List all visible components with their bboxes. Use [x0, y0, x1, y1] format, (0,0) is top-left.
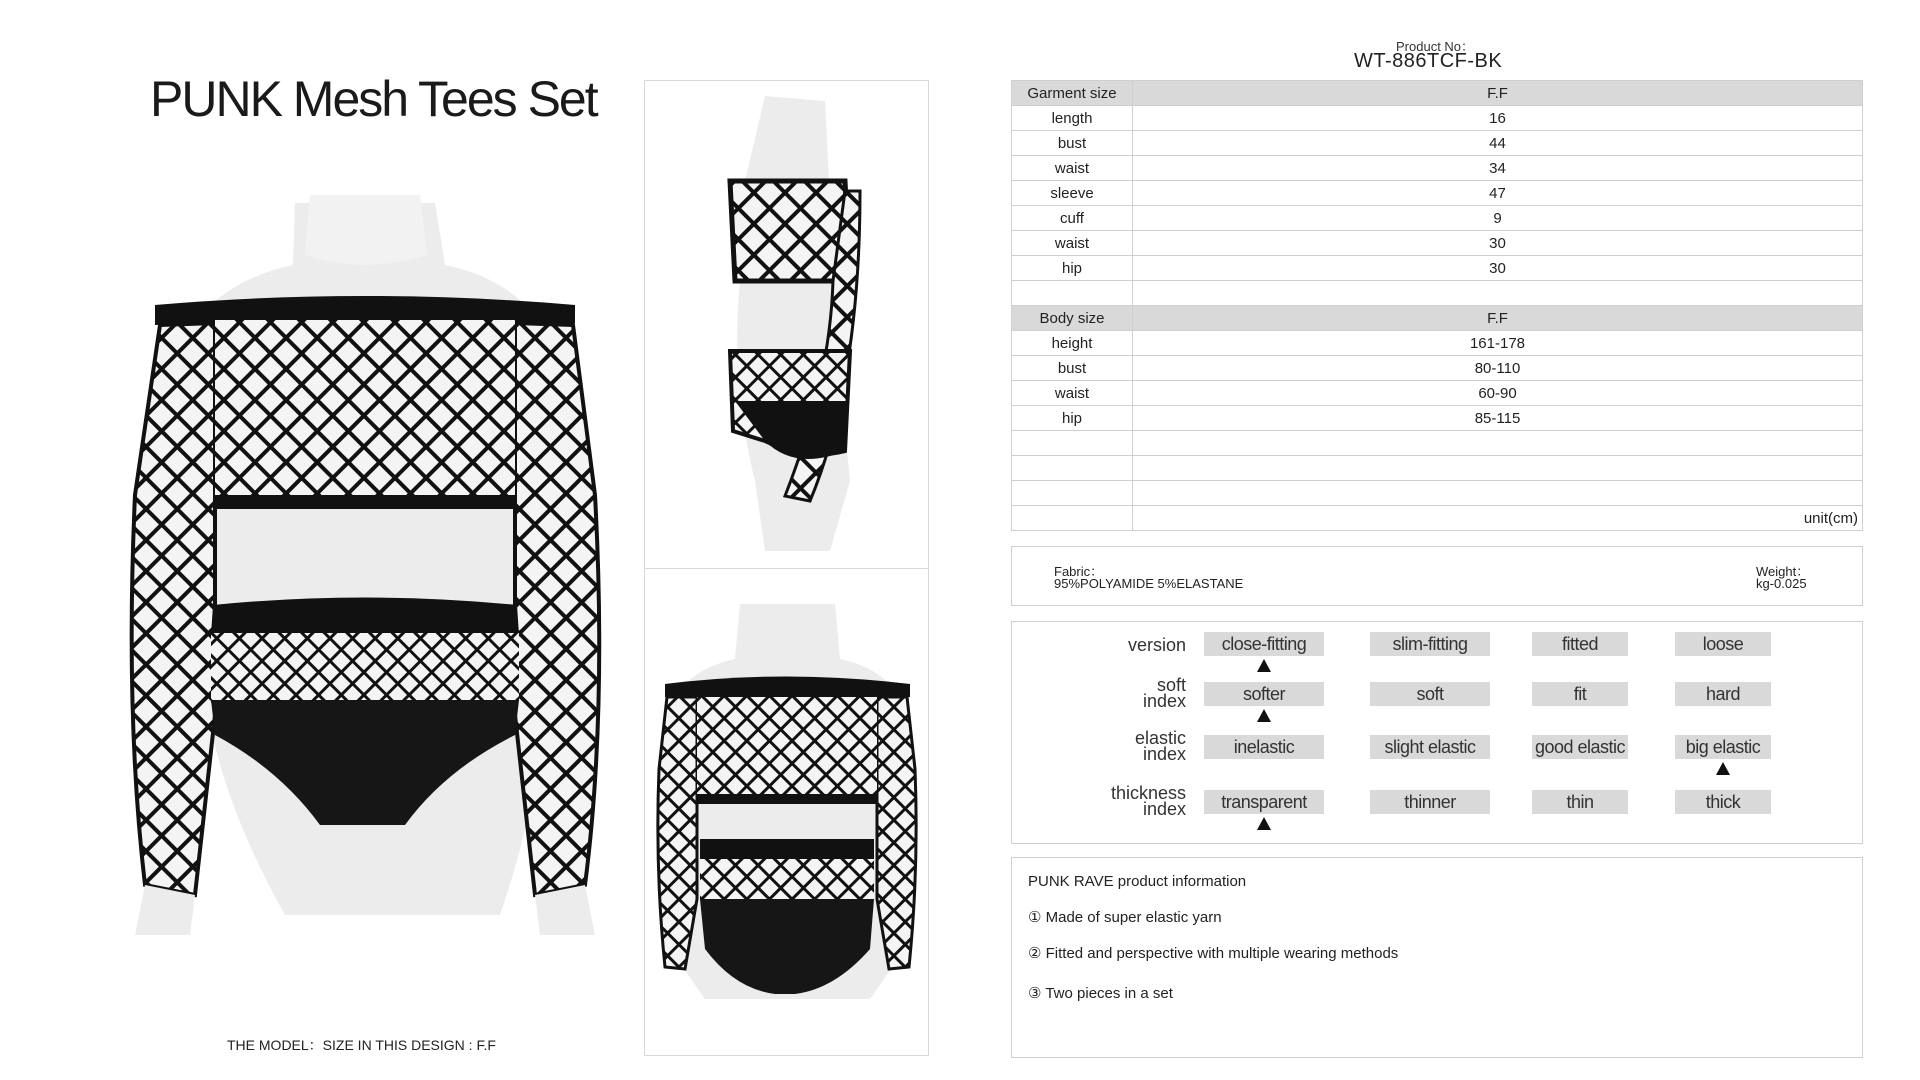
page-title: PUNK Mesh Tees Set: [150, 71, 597, 127]
garment-size-header-label: Garment size: [1012, 81, 1133, 106]
body-size-header-label: Body size: [1012, 306, 1133, 331]
thickness-index-label: [1066, 785, 1186, 817]
soft-option-softer: softer: [1204, 682, 1324, 706]
row-value: 34: [1133, 156, 1863, 181]
row-value: 60-90: [1133, 381, 1863, 406]
row-label: hip: [1012, 406, 1133, 431]
row-label: cuff: [1012, 206, 1133, 231]
side-view-image: [645, 81, 928, 567]
table-row-empty: [1012, 456, 1863, 481]
version-label: [1066, 637, 1186, 653]
row-label: height: [1012, 331, 1133, 356]
weight-label: Weight：: [1756, 564, 1810, 579]
thickness-selected-marker-icon: [1257, 817, 1271, 830]
empty-cell: [1133, 431, 1863, 456]
product-number-label: Product No：: [1396, 39, 1475, 54]
body-size-header-value: F.F: [1133, 306, 1863, 331]
info-item: ① Made of super elastic yarn: [1028, 909, 1222, 926]
soft-index-label-line1: soft: [1156, 675, 1186, 695]
table-row-empty: [1012, 431, 1863, 456]
version-option-loose: loose: [1675, 632, 1771, 656]
row-value: 16: [1133, 106, 1863, 131]
row-label: waist: [1012, 231, 1133, 256]
fabric-value: 95%POLYAMIDE 5%ELASTANE: [1054, 576, 1244, 591]
garment-size-header: [1012, 81, 1863, 106]
fabric-box: [1011, 546, 1863, 606]
empty-cell: [1012, 431, 1133, 456]
product-info-box: [1011, 857, 1863, 1058]
soft-index-label-line2: index: [1142, 691, 1186, 711]
empty-cell: [1133, 281, 1863, 306]
elastic-option-big-elastic: big elastic: [1675, 735, 1771, 759]
soft-option-soft: soft: [1370, 682, 1490, 706]
elastic-selected-marker-icon: [1716, 762, 1730, 775]
empty-cell: [1012, 456, 1133, 481]
fabric-label: Fabric：: [1054, 564, 1104, 579]
row-label: bust: [1012, 356, 1133, 381]
row-label: hip: [1012, 256, 1133, 281]
table-row: [1012, 206, 1863, 231]
version-option-close-fitting: close-fitting: [1204, 632, 1324, 656]
elastic-index-label: [1066, 730, 1186, 762]
row-label: sleeve: [1012, 181, 1133, 206]
version-option-fitted: fitted: [1532, 632, 1628, 656]
row-value: 30: [1133, 256, 1863, 281]
version-selected-marker-icon: [1257, 659, 1271, 672]
version-label-line1: version: [1127, 635, 1186, 655]
thickness-option-thinner: thinner: [1370, 790, 1490, 814]
table-row: [1012, 181, 1863, 206]
row-label: waist: [1012, 381, 1133, 406]
table-row: [1012, 106, 1863, 131]
thickness-option-thin: thin: [1532, 790, 1628, 814]
model-size-note: THE MODEL：SIZE IN THIS DESIGN : F.F: [227, 1037, 496, 1053]
soft-selected-marker-icon: [1257, 709, 1271, 722]
weight-value: kg-0.025: [1756, 576, 1807, 591]
row-label: length: [1012, 106, 1133, 131]
thickness-index-label-line1: thickness: [1110, 783, 1186, 803]
thickness-index-label-line2: index: [1142, 799, 1186, 819]
row-label: bust: [1012, 131, 1133, 156]
table-row: [1012, 256, 1863, 281]
empty-cell: [1133, 481, 1863, 506]
info-item: ③ Two pieces in a set: [1028, 985, 1173, 1002]
back-view-image: [645, 569, 928, 1055]
table-row-unit: [1012, 506, 1863, 531]
back-view-panel: [644, 568, 929, 1056]
row-value: 85-115: [1133, 406, 1863, 431]
size-table: [1011, 80, 1863, 531]
empty-cell: [1012, 281, 1133, 306]
version-option-slim-fitting: slim-fitting: [1370, 632, 1490, 656]
table-row-empty: [1012, 481, 1863, 506]
side-view-panel: [644, 80, 929, 568]
table-row: [1012, 381, 1863, 406]
thickness-option-transparent: transparent: [1204, 790, 1324, 814]
table-row-empty: [1012, 281, 1863, 306]
table-row: [1012, 131, 1863, 156]
elastic-option-slight-elastic: slight elastic: [1370, 735, 1490, 759]
empty-cell: [1133, 456, 1863, 481]
thickness-option-thick: thick: [1675, 790, 1771, 814]
row-label: waist: [1012, 156, 1133, 181]
row-value: 9: [1133, 206, 1863, 231]
index-box: [1011, 621, 1863, 844]
row-value: 30: [1133, 231, 1863, 256]
row-value: 47: [1133, 181, 1863, 206]
elastic-index-label-line1: elastic: [1134, 728, 1186, 748]
soft-option-fit: fit: [1532, 682, 1628, 706]
elastic-option-inelastic: inelastic: [1204, 735, 1324, 759]
row-value: 161-178: [1133, 331, 1863, 356]
elastic-option-good-elastic: good elastic: [1532, 735, 1628, 759]
main-product-image: [115, 195, 615, 940]
table-row: [1012, 356, 1863, 381]
table-row: [1012, 156, 1863, 181]
body-size-header: [1012, 306, 1863, 331]
product-number: WT-886TCF-BK: [1354, 50, 1503, 72]
table-row: [1012, 331, 1863, 356]
info-heading: PUNK RAVE product information: [1028, 873, 1247, 890]
table-row: [1012, 406, 1863, 431]
info-item: ② Fitted and perspective with multiple wearing methods: [1028, 945, 1399, 962]
empty-cell: [1012, 481, 1133, 506]
table-row: [1012, 231, 1863, 256]
soft-index-label: [1066, 677, 1186, 709]
unit-label: unit(cm): [1133, 506, 1863, 531]
garment-size-header-value: F.F: [1133, 81, 1863, 106]
empty-cell: [1012, 506, 1133, 531]
soft-option-hard: hard: [1675, 682, 1771, 706]
elastic-index-label-line2: index: [1142, 744, 1186, 764]
row-value: 80-110: [1133, 356, 1863, 381]
row-value: 44: [1133, 131, 1863, 156]
